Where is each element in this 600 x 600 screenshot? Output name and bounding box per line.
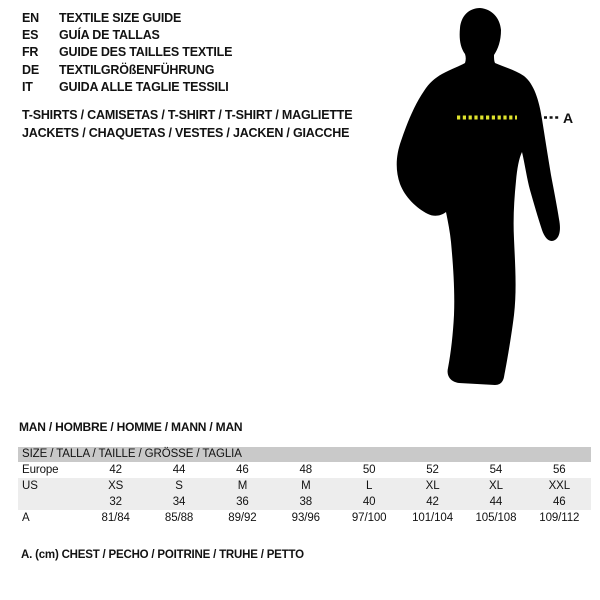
size-value: 105/108 <box>475 512 517 524</box>
language-label: GUIDA ALLE TAGLIE TESSILI <box>59 79 229 94</box>
table-row <box>18 478 591 494</box>
size-value: 44 <box>489 496 503 508</box>
size-value: 97/100 <box>351 512 387 524</box>
size-value: 40 <box>362 496 376 508</box>
size-value: M <box>301 480 311 492</box>
size-value: 50 <box>362 464 376 476</box>
language-code: DE <box>22 62 39 77</box>
size-table-body <box>18 462 591 526</box>
language-label: TEXTILGRÖßENFÜHRUNG <box>59 62 215 77</box>
language-label: TEXTILE SIZE GUIDE <box>59 10 182 25</box>
row-label: A <box>22 512 30 524</box>
size-value: 52 <box>426 464 439 476</box>
footnote-chest: A. (cm) CHEST / PECHO / POITRINE / TRUHE / PETTO <box>21 549 304 561</box>
size-value: 85/88 <box>164 512 194 524</box>
size-table <box>18 447 591 526</box>
size-value: S <box>175 480 183 492</box>
size-value: 48 <box>299 464 313 476</box>
size-value: 109/112 <box>539 512 580 524</box>
language-row <box>22 44 232 61</box>
language-code: EN <box>22 10 39 25</box>
man-silhouette <box>393 4 573 396</box>
language-label: GUÍA DE TALLAS <box>59 27 160 42</box>
row-label: Europe <box>22 464 59 476</box>
size-value: 42 <box>109 464 122 476</box>
size-value: 89/92 <box>228 512 257 524</box>
measure-label-a: A <box>563 110 573 126</box>
language-row <box>22 61 232 78</box>
language-row <box>22 26 232 43</box>
size-value: 46 <box>236 464 249 476</box>
row-label: US <box>22 480 38 492</box>
table-row <box>18 494 591 510</box>
size-value: 32 <box>109 496 122 508</box>
language-label: GUIDE DES TAILLES TEXTILE <box>59 45 233 60</box>
size-value: L <box>366 480 373 492</box>
man-body-shape <box>397 8 560 385</box>
table-row <box>18 510 591 526</box>
size-value: XS <box>108 480 124 492</box>
size-value: 36 <box>236 496 249 508</box>
size-value: 44 <box>172 464 186 476</box>
size-value: XL <box>425 480 440 492</box>
size-value: 101/104 <box>412 512 453 524</box>
size-value: 46 <box>553 496 566 508</box>
language-list <box>22 9 232 95</box>
category-line-jackets: JACKETS / CHAQUETAS / VESTES / JACKEN / GIACCHE <box>22 126 350 140</box>
size-value: 93/96 <box>291 512 320 524</box>
section-title-man: MAN / HOMBRE / HOMME / MANN / MAN <box>19 420 243 434</box>
size-value: 81/84 <box>101 512 130 524</box>
size-value: 56 <box>553 464 566 476</box>
size-value: 38 <box>299 496 313 508</box>
table-row <box>18 462 591 478</box>
size-value: 54 <box>489 464 503 476</box>
language-code: FR <box>22 45 39 60</box>
size-value: M <box>237 480 248 492</box>
language-code: ES <box>22 27 39 42</box>
language-code: IT <box>22 79 33 94</box>
size-value: XL <box>489 480 503 492</box>
row-label <box>18 494 84 510</box>
category-line-tshirts: T-SHIRTS / CAMISETAS / T-SHIRT / T-SHIRT / MAGLIETTE <box>22 108 353 122</box>
language-row <box>22 9 232 26</box>
size-value: 42 <box>426 496 439 508</box>
size-value: 34 <box>172 496 186 508</box>
size-table-header: SIZE / TALLA / TAILLE / GRÖSSE / TAGLIA <box>18 447 591 462</box>
language-row <box>22 78 232 95</box>
size-value: XXL <box>548 480 571 492</box>
category-lines <box>22 106 352 142</box>
